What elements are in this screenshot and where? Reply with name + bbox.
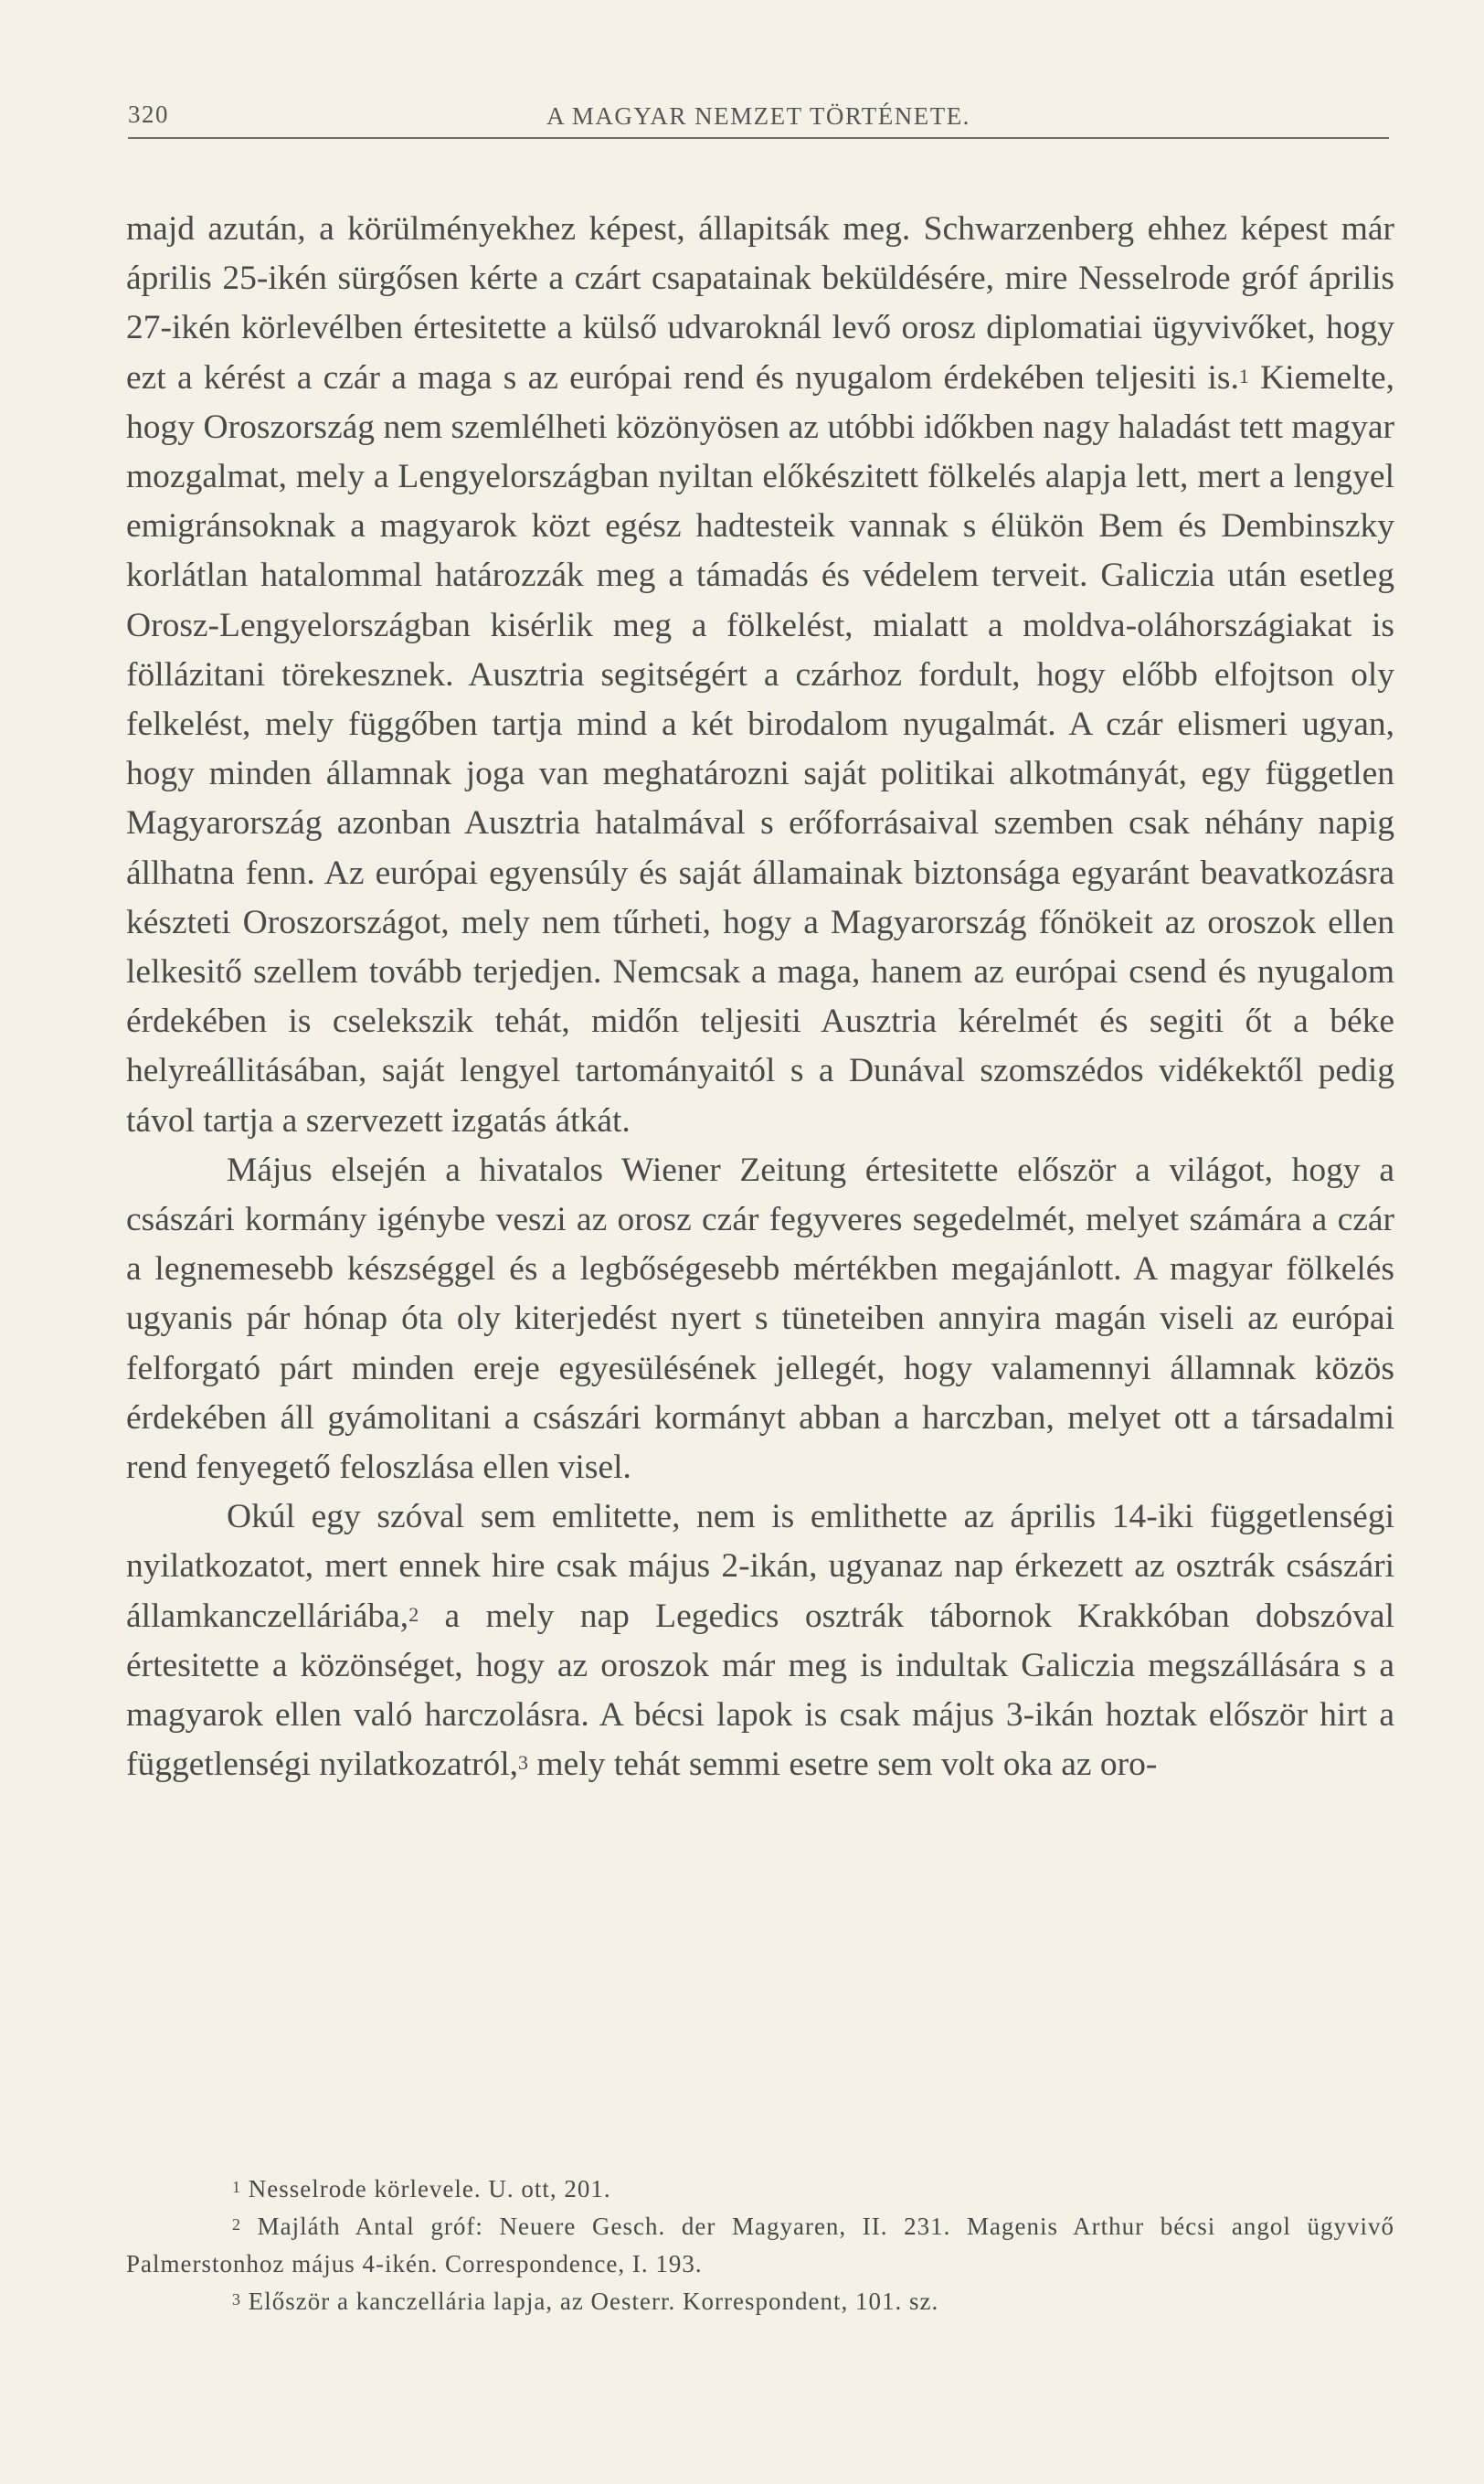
footnote-text: Először a kanczellária lapja, az Oesterr. Korrespondent, 101. sz. — [241, 2288, 939, 2315]
footnote-3 — [126, 2283, 1394, 2320]
paragraph-text: a mely nap Legedics osztrák tábornok Krakkóban dobszóval értesitette a közönséget, hogy az oroszok már meg is indultak Galiczia megszállására s a magyarok ellen való harczolásra. A bécsi lapok is csak május 3-ikán hoztak először hirt a függetlenségi nyilatkozatról, — [126, 1597, 1394, 1784]
footnote-ref-2: 2 — [408, 1602, 419, 1626]
paragraph-1 — [126, 205, 1394, 1146]
running-header — [128, 91, 1389, 139]
footnote-mark: 2 — [232, 2215, 241, 2234]
running-title: A MAGYAR NEMZET TÖRTÉNETE. — [546, 102, 970, 130]
paragraph-3 — [126, 1492, 1394, 1789]
paragraph-text: Május elsején a hivatalos Wiener Zeitung értesitette először a világot, hogy a császári kormány igénybe veszi az orosz czár fegyveres segedelmét, melyet számára a czár a legnemesebb készséggel és a legbőségesebb mértékben megajánlott. A magyar fölkelés ugyanis pár hónap óta oly kiterjedést nyert s tüneteiben annyira magán viseli az európai felforgató párt minden ereje egyesülésének jellegét, hogy valamennyi államnak közös érdekében áll gyámolitani a császári kormányt abban a harczban, melyet ott a társadalmi rend fenyegető feloszlása ellen visel. — [126, 1151, 1394, 1487]
main-text — [126, 205, 1394, 1790]
footnote-mark: 1 — [232, 2178, 241, 2196]
footnote-text: Majláth Antal gróf: Neuere Gesch. der Magyaren, II. 231. Magenis Arthur bécsi angol ügyvivő Palmerstonhoz május 4-ikén. Correspondence, I. 193. — [126, 2213, 1394, 2277]
page-number: 320 — [128, 101, 169, 128]
footnote-ref-3: 3 — [518, 1751, 529, 1775]
footnotes — [126, 2171, 1394, 2320]
footnote-ref-1: 1 — [1238, 364, 1249, 387]
paragraph-2 — [126, 1146, 1394, 1492]
paragraph-text: Okúl egy szóval sem emlitette, nem is emlithette az április 14-iki függetlenségi nyilatkozatot, mert ennek hire csak május 2-ikán, ugyanaz nap érkezett az osztrák császári államkanczelláriába, — [126, 1498, 1394, 1635]
paragraph-text: Kiemelte, hogy Oroszország nem szemlélheti közönyösen az utóbbi időkben nagy haladást tett magyar mozgalmat, mely a Lengyelországban nyiltan előkészitett fölkelés alapja lett, mert a lengyel emigránsoknak a magyarok közt egész hadtesteik vannak s élükön Bem és Dembinszky korlátlan hatalommal határozzák meg a támadás és védelem terveit. Galiczia után esetleg Orosz-Lengyelországban kisérlik meg a fölkelést, mialatt a moldva-oláhországiakat is föllázitani törekesznek. Ausztria segitségért a czárhoz fordult, hogy előbb elfojtson oly felkelést, mely függőben tartja mind a két birodalom nyugalmát. A czár elismeri ugyan, hogy minden államnak joga van meghatározni saját politikai alkotmányát, egy független Magyarország azonban Ausztria hatalmával s erőforrásaival szemben csak néhány napig állhatna fenn. Az európai egyensúly és saját államainak biztonsága egyaránt beavatkozásra készteti Oroszországot, mely nem tűrheti, hogy a Magyarország főnökeit az oroszok ellen lelkesitő szellem tovább terjedjen. Nemcsak a maga, hanem az európai csend és nyugalom érdekében is cselekszik tehát, midőn teljesiti Ausztria kérelmét és segiti őt a béke helyreállitásában, saját lengyel tartományaitól s a Dunával szomszédos vidékektől pedig távol tartja a szervezett izgatás átkát. — [126, 358, 1394, 1140]
paragraph-text: majd azután, a körülményekhez képest, állapitsák meg. Schwarzenberg ehhez képest már április 25-ikén sürgősen kérte a czárt csapatainak beküldésére, mire Nesselrode gróf április 27-ikén körlevélben értesitette a külső udvaroknál levő orosz diplomatiai ügyvivőket, hogy ezt a kérést a czár a maga s az európai rend és nyugalom érdekében teljesiti is. — [126, 210, 1394, 397]
footnote-text: Nesselrode körlevele. U. ott, 201. — [241, 2175, 611, 2203]
footnote-2 — [126, 2208, 1394, 2283]
footnote-1 — [126, 2171, 1394, 2208]
footnote-mark: 3 — [232, 2290, 241, 2309]
paragraph-text: mely tehát semmi esetre sem volt oka az oro- — [528, 1746, 1158, 1784]
